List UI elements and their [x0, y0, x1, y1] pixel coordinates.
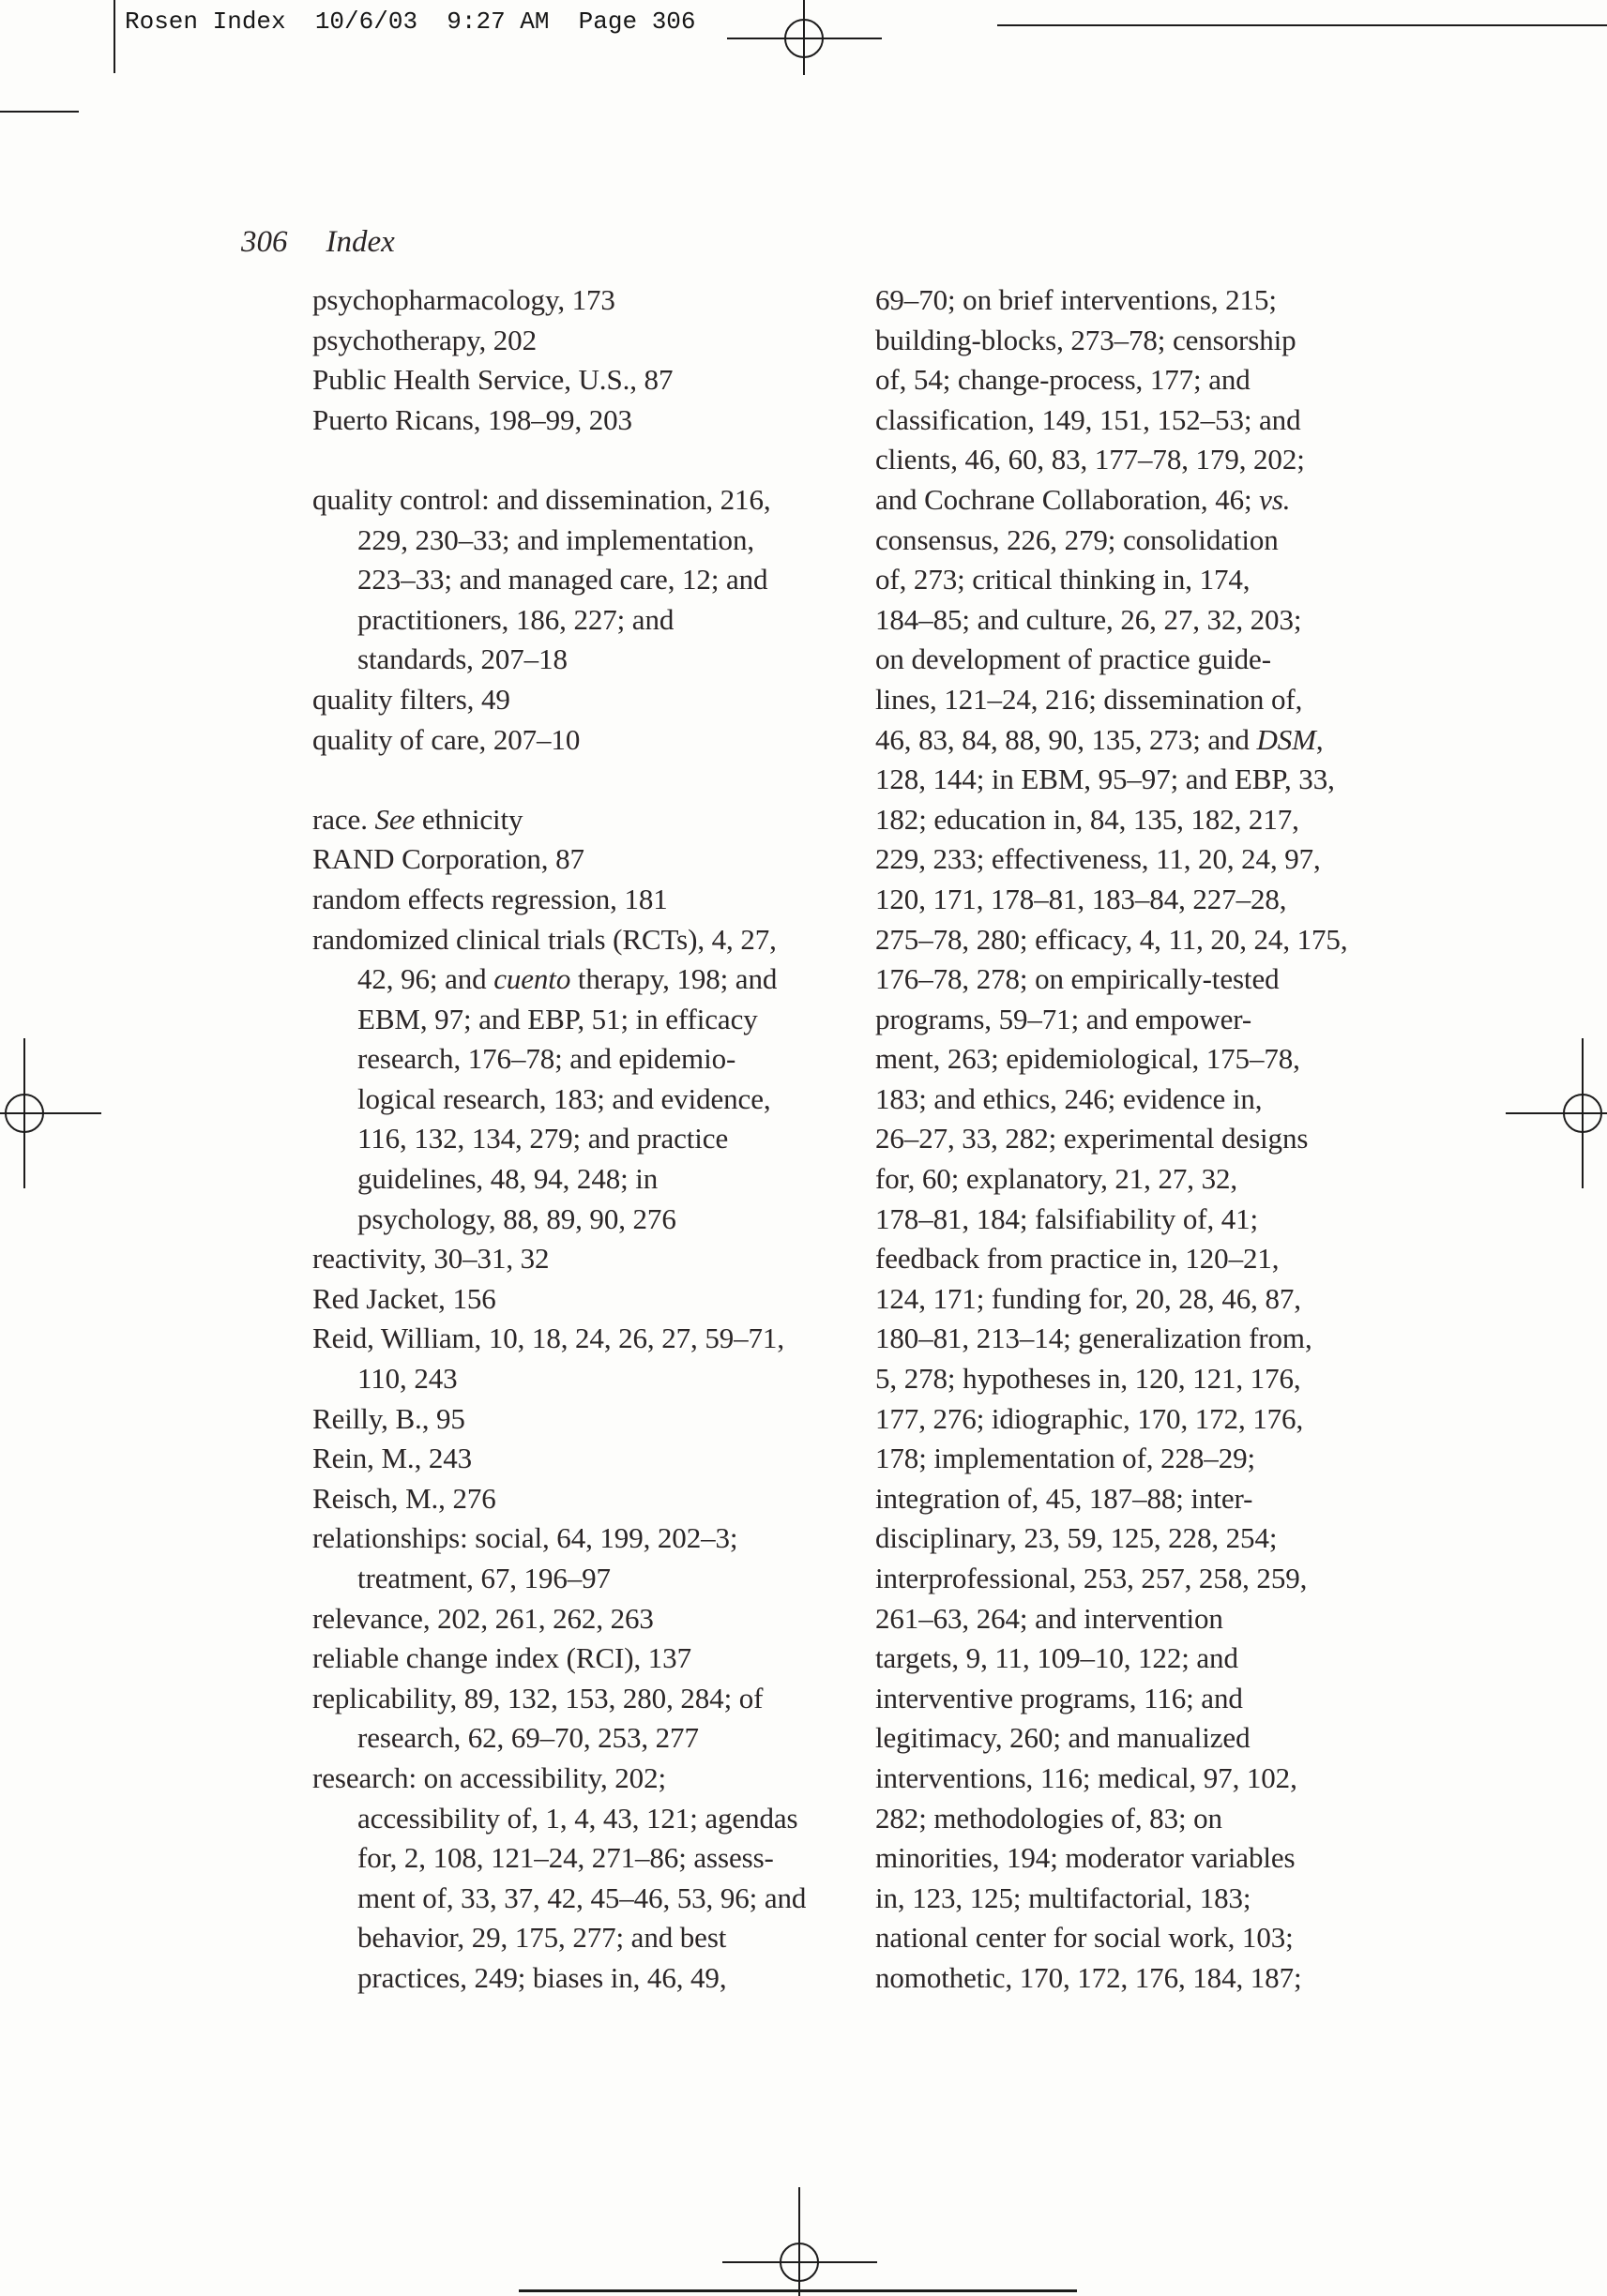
- index-line: accessibility of, 1, 4, 43, 121; agendas: [357, 1801, 798, 1835]
- index-line: 124, 171; funding for, 20, 28, 46, 87,: [875, 1281, 1301, 1315]
- index-line: replicability, 89, 132, 153, 280, 284; of: [312, 1681, 764, 1714]
- index-line: reliable change index (RCI), 137: [312, 1641, 691, 1675]
- index-line: research, 62, 69–70, 253, 277: [357, 1721, 699, 1755]
- index-line: psychopharmacology, 173: [312, 283, 615, 316]
- index-line: for, 2, 108, 121–24, 271–86; assess-: [357, 1841, 774, 1875]
- index-line: and Cochrane Collaboration, 46; vs.: [875, 482, 1291, 516]
- index-line: 176–78, 278; on empirically-tested: [875, 962, 1280, 996]
- index-line: Red Jacket, 156: [312, 1281, 496, 1315]
- index-line: treatment, 67, 196–97: [357, 1562, 611, 1594]
- index-line: 275–78, 280; efficacy, 4, 11, 20, 24, 175,: [875, 922, 1348, 956]
- index-line: 184–85; and culture, 26, 27, 32, 203;: [875, 602, 1302, 636]
- index-line: quality filters, 49: [312, 682, 510, 716]
- index-line: 229, 230–33; and implementation,: [357, 522, 754, 556]
- trim-line-top-right: [997, 24, 1607, 26]
- index-line: interventive programs, 116; and: [875, 1681, 1243, 1714]
- index-line: RAND Corporation, 87: [312, 842, 584, 876]
- index-line: ment of, 33, 37, 42, 45–46, 53, 96; and: [357, 1881, 807, 1914]
- index-line: 26–27, 33, 282; experimental designs: [875, 1122, 1309, 1156]
- page-number: 306: [241, 225, 288, 259]
- index-column-left: [312, 280, 806, 1999]
- index-line: 180–81, 213–14; generalization from,: [875, 1322, 1312, 1355]
- index-line: national center for social work, 103;: [875, 1921, 1294, 1955]
- index-line: consensus, 226, 279; consolidation: [875, 522, 1279, 556]
- index-line: 42, 96; and cuento therapy, 198; and: [357, 962, 778, 996]
- index-line: 282; methodologies of, 83; on: [875, 1801, 1222, 1835]
- index-line: quality of care, 207–10: [312, 722, 581, 756]
- index-line: Puerto Ricans, 198–99, 203: [312, 402, 632, 436]
- index-line: in, 123, 125; multifactorial, 183;: [875, 1881, 1251, 1914]
- index-line: 223–33; and managed care, 12; and: [357, 563, 768, 597]
- index-line: of, 273; critical thinking in, 174,: [875, 563, 1251, 597]
- index-line: Reid, William, 10, 18, 24, 26, 27, 59–71,: [312, 1322, 784, 1355]
- index-line: interprofessional, 253, 257, 258, 259,: [875, 1562, 1308, 1594]
- index-line: quality control: and dissemination, 216,: [312, 482, 771, 516]
- index-line: building-blocks, 273–78; censorship: [875, 323, 1296, 356]
- index-line: 261–63, 264; and intervention: [875, 1601, 1223, 1635]
- index-blank-line: [312, 440, 806, 480]
- running-head: [241, 225, 395, 260]
- index-line: psychology, 88, 89, 90, 276: [357, 1201, 676, 1235]
- index-line: 183; and ethics, 246; evidence in,: [875, 1081, 1263, 1115]
- index-line: 110, 243: [357, 1362, 458, 1396]
- index-line: classification, 149, 151, 152–53; and: [875, 402, 1301, 436]
- index-line: randomized clinical trials (RCTs), 4, 27,: [312, 922, 777, 956]
- crop-mark-top-left-vertical: [114, 0, 115, 73]
- index-line: ment, 263; epidemiological, 175–78,: [875, 1042, 1300, 1076]
- index-line: standards, 207–18: [357, 642, 568, 676]
- index-line: interventions, 116; medical, 97, 102,: [875, 1760, 1297, 1794]
- index-line: 116, 132, 134, 279; and practice: [357, 1122, 729, 1156]
- index-line: behavior, 29, 175, 277; and best: [357, 1921, 727, 1955]
- index-line: logical research, 183; and evidence,: [357, 1081, 771, 1115]
- index-line: 128, 144; in EBM, 95–97; and EBP, 33,: [875, 763, 1335, 796]
- index-line: 178; implementation of, 228–29;: [875, 1442, 1256, 1475]
- index-line: integration of, 45, 187–88; inter-: [875, 1481, 1253, 1515]
- index-line: programs, 59–71; and empower-: [875, 1002, 1252, 1035]
- index-line: 178–81, 184; falsifiability of, 41;: [875, 1201, 1259, 1235]
- index-line: research, 176–78; and epidemio-: [357, 1042, 736, 1076]
- index-line: EBM, 97; and EBP, 51; in efficacy: [357, 1002, 758, 1035]
- index-line: reactivity, 30–31, 32: [312, 1242, 550, 1276]
- index-line: 69–70; on brief interventions, 215;: [875, 283, 1277, 316]
- index-line: Reisch, M., 276: [312, 1481, 496, 1515]
- index-line: Reilly, B., 95: [312, 1401, 465, 1435]
- index-line: 120, 171, 178–81, 183–84, 227–28,: [875, 882, 1287, 915]
- index-line: Rein, M., 243: [312, 1442, 473, 1475]
- index-line: nomothetic, 170, 172, 176, 184, 187;: [875, 1960, 1302, 1994]
- trim-line-bottom: [519, 2289, 1077, 2292]
- index-line: 182; education in, 84, 135, 182, 217,: [875, 802, 1299, 836]
- index-line: relevance, 202, 261, 262, 263: [312, 1601, 654, 1635]
- index-line: race. See ethnicity: [312, 802, 523, 836]
- index-line: practitioners, 186, 227; and: [357, 602, 675, 636]
- index-line: Public Health Service, U.S., 87: [312, 363, 674, 397]
- index-line: relationships: social, 64, 199, 202–3;: [312, 1521, 738, 1555]
- index-line: practices, 249; biases in, 46, 49,: [357, 1960, 727, 1994]
- index-line: lines, 121–24, 216; dissemination of,: [875, 682, 1303, 716]
- index-line: psychotherapy, 202: [312, 323, 537, 356]
- index-line: targets, 9, 11, 109–10, 122; and: [875, 1641, 1238, 1675]
- index-line: 229, 233; effectiveness, 11, 20, 24, 97,: [875, 842, 1321, 876]
- index-line: research: on accessibility, 202;: [312, 1760, 666, 1794]
- index-line: 46, 83, 84, 88, 90, 135, 273; and DSM,: [875, 722, 1324, 756]
- index-blank-line: [312, 760, 806, 800]
- index-line: disciplinary, 23, 59, 125, 228, 254;: [875, 1521, 1278, 1555]
- slug-line: Rosen Index 10/6/03 9:27 AM Page 306: [125, 8, 696, 36]
- index-line: 177, 276; idiographic, 170, 172, 176,: [875, 1401, 1304, 1435]
- index-line: feedback from practice in, 120–21,: [875, 1242, 1280, 1276]
- index-line: 5, 278; hypotheses in, 120, 121, 176,: [875, 1362, 1301, 1396]
- index-line: random effects regression, 181: [312, 882, 668, 915]
- index-line: legitimacy, 260; and manualized: [875, 1721, 1251, 1755]
- index-line: minorities, 194; moderator variables: [875, 1841, 1296, 1875]
- index-line: clients, 46, 60, 83, 177–78, 179, 202;: [875, 443, 1305, 476]
- index-line: of, 54; change-process, 177; and: [875, 363, 1251, 397]
- index-line: guidelines, 48, 94, 248; in: [357, 1162, 659, 1196]
- index-line: for, 60; explanatory, 21, 27, 32,: [875, 1162, 1238, 1196]
- page-title: Index: [326, 225, 395, 259]
- index-column-right: [875, 280, 1348, 1999]
- index-line: on development of practice guide-: [875, 642, 1271, 676]
- crop-mark-top-left-horizontal: [0, 111, 79, 113]
